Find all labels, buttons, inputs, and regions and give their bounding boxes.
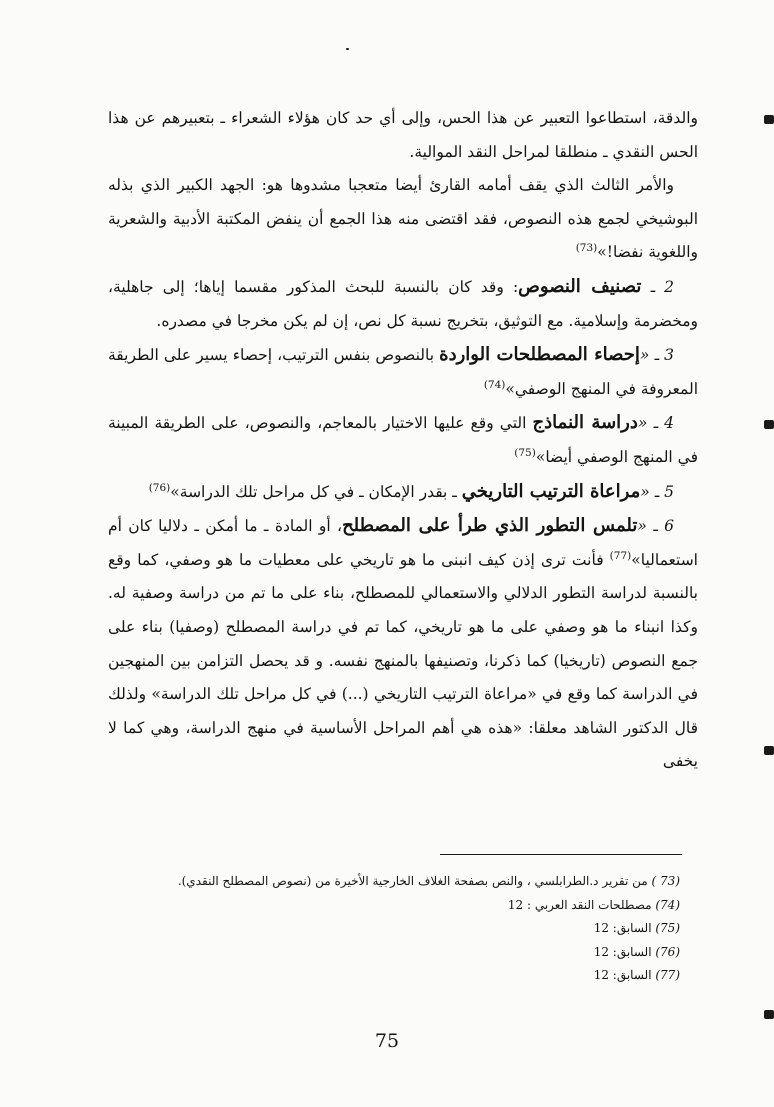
footnote-ref: (75)	[514, 446, 536, 459]
item-number: 6 ـ «	[637, 517, 674, 536]
item-text: ـ بقدر الإمكان ـ في كل مراحل تلك الدراسة»	[170, 482, 462, 501]
item-text: بالنصوص بنفس الترتيب، إحصاء يسير على الطريقة المعروفة في المنهج الوصفي»	[108, 346, 698, 398]
footnote-divider	[440, 854, 682, 855]
footnote-ref: (76)	[148, 481, 171, 494]
list-item	[108, 406, 698, 474]
paragraph	[108, 169, 698, 270]
item-heading: تصنيف النصوص	[518, 275, 642, 297]
paragraph-text: والدقة، استطاعوا التعبير عن هذا الحس، وإلى أي حد كان هؤلاء الشعراء ـ بتعبيرهم عن هذا الحس النقدي ـ منطلقا لمراحل النقد الموالية.	[108, 109, 698, 161]
footnote-ref: (73)	[575, 242, 598, 255]
footnote-ref: (74)	[483, 378, 506, 391]
page-number: 75	[374, 1030, 400, 1052]
footnote-number: (76)	[655, 944, 680, 959]
footnote	[108, 870, 690, 894]
item-number: 5 ـ «	[640, 482, 674, 501]
footnote-text: السابق: 12	[593, 944, 656, 959]
item-text: فأنت ترى إذن كيف انبنى ما هو تاريخي على معطيات ما هو وصفي، كما وقع بالنسبة لدراسة التطور الدلالي والاستعمالي للمصطلح، بناء على ما تم من دراسة وصفية له. وكذا انبناء ما هو وصفي على ما هو تاريخي، كما تم في دراسة المصطلح (وصفيا) بناء على جمع النصوص (تاريخيا) كما ذكرنا، وتصنيفها بالمنهج نفسه. و قد يحصل التزامن بين المنهجين في الدراسة كما وقع في «مراعاة الترتيب التاريخي (...) في كل مراحل تلك الدراسة» ولذلك قال الدكتور الشاهد معلقا: «هذه هي أهم المراحل الأساسية في منهج الدراسة، وهي كما لا يخفى	[108, 550, 698, 771]
item-heading: تلمس التطور الذي طرأ على المصطلح	[342, 515, 638, 537]
footnote	[108, 941, 690, 965]
footnote-ref: (77)	[609, 549, 632, 562]
list-item	[108, 509, 698, 779]
footnote-text: مصطلحات النقد العربي : 12	[507, 897, 656, 912]
item-number: 2 ـ	[650, 277, 675, 296]
footnote-text: من تقرير د.الطرابلسي ، والنص بصفحة الغلاف الخارجية الأخيرة من (نصوص المصطلح النقدي).	[177, 874, 652, 888]
list-item	[108, 475, 698, 510]
list-item	[108, 338, 698, 406]
footnote-number: (73 )	[651, 874, 680, 888]
paragraph-text: والأمر الثالث الذي يقف أمامه القارئ أيضا متعجبا مشدوها هو: الجهد الكبير الذي بذله البوشيخي لجمع هذه النصوص، فقد اقتضى منه هذا الجمع أن ينفض المكتبة الأدبية والشعرية واللغوية نفضا!»	[108, 176, 698, 262]
scan-speck	[346, 48, 349, 50]
footnote	[108, 917, 690, 941]
item-number: 4 ـ «	[637, 414, 675, 433]
item-heading: إحصاء المصطلحات الواردة	[439, 344, 640, 366]
body-text	[108, 102, 698, 779]
footnote-number: (77)	[655, 968, 680, 982]
item-text: ، أو المادة ـ ما أمكن ـ دلاليا كان أم استعماليا»	[108, 517, 698, 569]
footnote	[108, 894, 690, 918]
item-text: : وقد كان بالنسبة للبحث المذكور مقسما إياها؛ إلى جاهلية، ومخضرمة وإسلامية. مع التوثيق، بتخريج نسبة كل نص، إن لم يكن مخرجا في مصدره.	[108, 277, 698, 330]
footnote-text: السابق: 12	[593, 921, 656, 935]
edge-mark	[764, 746, 774, 755]
paragraph	[108, 102, 698, 169]
item-heading: دراسة النماذج	[532, 412, 638, 434]
edge-mark	[764, 420, 774, 429]
item-text: التي وقع عليها الاختيار بالمعاجم، والنصوص، على الطريقة المبينة في المنهج الوصفي أيضا»	[108, 414, 698, 466]
edge-mark	[764, 115, 774, 124]
edge-mark	[764, 1010, 774, 1019]
list-item	[108, 270, 698, 338]
footnotes	[108, 870, 690, 988]
footnote-number: (75)	[655, 921, 680, 935]
item-number: 3 ـ «	[639, 346, 674, 365]
footnote-number: (74)	[655, 897, 680, 912]
footnote	[108, 964, 690, 988]
item-heading: مراعاة الترتيب التاريخي	[461, 480, 641, 502]
footnote-text: السابق: 12	[593, 968, 656, 982]
